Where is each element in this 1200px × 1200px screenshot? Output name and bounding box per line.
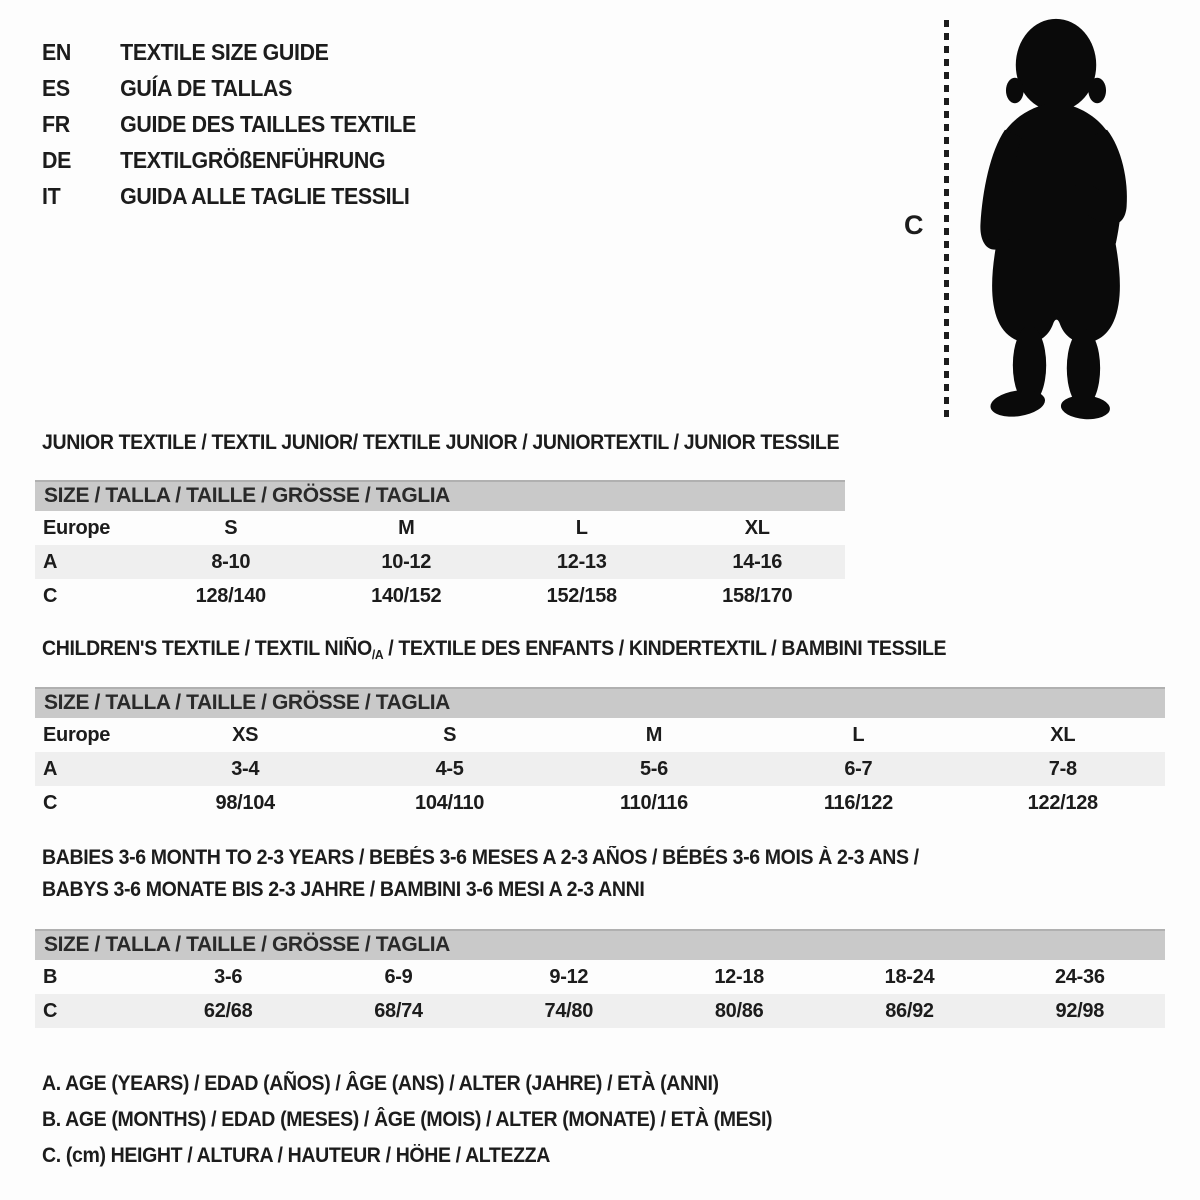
size-value-cell: 122/128 bbox=[1027, 791, 1098, 814]
size-value-cell: 9-12 bbox=[549, 965, 589, 988]
children-section-title bbox=[42, 637, 946, 662]
height-measure-label: C bbox=[904, 210, 924, 240]
size-value-cell: M bbox=[645, 723, 663, 746]
size-value-cell: 104/110 bbox=[415, 791, 485, 814]
junior-size-header-bar: SIZE / TALLA / TAILLE / GRÖSSE / TAGLIA bbox=[35, 480, 845, 511]
table-row bbox=[35, 545, 845, 579]
size-value-cell: 5-6 bbox=[639, 757, 668, 780]
children-section-title-text: CHILDREN'S TEXTILE / TEXTIL NIÑO bbox=[42, 637, 372, 660]
junior-section-title bbox=[42, 431, 839, 455]
size-value-cell: 140/152 bbox=[371, 584, 442, 607]
size-value-cell: 116/122 bbox=[823, 791, 893, 814]
size-value-cell: 24-36 bbox=[1054, 965, 1105, 988]
babies-table bbox=[35, 960, 1165, 1028]
junior-table bbox=[35, 511, 845, 613]
lang-code: DE bbox=[42, 146, 71, 173]
size-value-cell: 110/116 bbox=[619, 791, 688, 814]
size-value-cell: 62/68 bbox=[203, 999, 253, 1022]
size-value-cell: 18-24 bbox=[884, 965, 935, 988]
size-value-cell: XL bbox=[744, 516, 770, 539]
guide-title-en: TEXTILE SIZE GUIDE bbox=[120, 38, 329, 65]
size-value-cell: 152/158 bbox=[546, 584, 617, 607]
toddler-silhouette-icon bbox=[964, 14, 1148, 426]
legend-line-c: C. (cm) HEIGHT / ALTURA / HAUTEUR / HÖHE / ALTEZZA bbox=[42, 1144, 550, 1167]
size-value-cell: S bbox=[224, 516, 238, 539]
row-label: C bbox=[43, 999, 58, 1022]
children-size-header-bar: SIZE / TALLA / TAILLE / GRÖSSE / TAGLIA bbox=[35, 687, 1165, 718]
size-value-cell: L bbox=[852, 723, 865, 746]
size-value-cell: 3-4 bbox=[231, 757, 260, 780]
size-value-cell: 12-18 bbox=[714, 965, 764, 988]
children-section-title-rest: / TEXTILE DES ENFANTS / KINDERTEXTIL / BAMBINI TESSILE bbox=[383, 637, 947, 660]
lang-row-en bbox=[42, 34, 416, 70]
size-value-cell: XL bbox=[1050, 723, 1076, 746]
children-title-subscript: /A bbox=[371, 647, 384, 662]
table-row bbox=[35, 960, 1165, 994]
babies-size-header-bar: SIZE / TALLA / TAILLE / GRÖSSE / TAGLIA bbox=[35, 929, 1165, 960]
lang-row-de bbox=[42, 142, 416, 178]
table-row bbox=[35, 752, 1165, 786]
size-value-cell: 7-8 bbox=[1048, 757, 1077, 780]
size-value-cell: S bbox=[443, 723, 457, 746]
language-header bbox=[42, 34, 444, 214]
size-value-cell: 92/98 bbox=[1055, 999, 1105, 1022]
babies-section-title-text: BABIES 3-6 MONTH TO 2-3 YEARS / BEBÉS 3-6 MESES A 2-3 AÑOS / BÉBÉS 3-6 MOIS À 2-3 ANS / bbox=[42, 846, 919, 869]
size-value-cell: 98/104 bbox=[215, 791, 275, 814]
guide-title-fr: GUIDE DES TAILLES TEXTILE bbox=[120, 110, 416, 137]
legend-line-b: B. AGE (MONTHS) / EDAD (MESES) / ÂGE (MOIS) / ALTER (MONATE) / ETÀ (MESI) bbox=[42, 1108, 773, 1131]
guide-title-it: GUIDA ALLE TAGLIE TESSILI bbox=[120, 182, 410, 209]
size-value-cell: 10-12 bbox=[381, 550, 432, 573]
size-value-cell: 86/92 bbox=[885, 999, 934, 1022]
size-value-cell: 3-6 bbox=[214, 965, 243, 988]
children-size-table bbox=[35, 687, 1165, 820]
lang-row-fr bbox=[42, 106, 416, 142]
row-label: Europe bbox=[43, 723, 111, 746]
size-value-cell: 158/170 bbox=[722, 584, 793, 607]
size-value-cell: 68/74 bbox=[374, 999, 423, 1022]
row-label: A bbox=[43, 757, 58, 780]
lang-code: EN bbox=[42, 38, 71, 65]
size-value-cell: 6-9 bbox=[384, 965, 413, 988]
lang-row-es bbox=[42, 70, 416, 106]
figure-area bbox=[880, 0, 1200, 440]
size-value-cell: 6-7 bbox=[844, 757, 873, 780]
babies-section-title-line1 bbox=[42, 846, 919, 870]
size-value-cell: 12-13 bbox=[556, 550, 607, 573]
lang-code: ES bbox=[42, 74, 70, 101]
size-value-cell: 80/86 bbox=[714, 999, 764, 1022]
table-row bbox=[35, 786, 1165, 820]
junior-section-title-text: JUNIOR TEXTILE / TEXTIL JUNIOR/ TEXTILE JUNIOR / JUNIORTEXTIL / JUNIOR TESSILE bbox=[42, 431, 840, 454]
guide-title-de: TEXTILGRÖßENFÜHRUNG bbox=[120, 146, 386, 173]
legend-line-a: A. AGE (YEARS) / EDAD (AÑOS) / ÂGE (ANS) / ALTER (JAHRE) / ETÀ (ANNI) bbox=[42, 1072, 719, 1095]
size-value-cell: 8-10 bbox=[211, 550, 251, 573]
size-value-cell: 74/80 bbox=[544, 999, 594, 1022]
lang-row-it bbox=[42, 178, 416, 214]
lang-code: IT bbox=[42, 182, 61, 209]
legend bbox=[42, 1066, 827, 1174]
lang-code: FR bbox=[42, 110, 70, 137]
height-dashed-line bbox=[944, 20, 949, 418]
guide-title-es: GUÍA DE TALLAS bbox=[120, 74, 292, 101]
table-row bbox=[35, 579, 845, 613]
size-value-cell: L bbox=[575, 516, 588, 539]
size-value-cell: 4-5 bbox=[435, 757, 464, 780]
junior-size-table bbox=[35, 480, 845, 613]
table-row bbox=[35, 994, 1165, 1028]
table-row bbox=[35, 511, 845, 545]
size-value-cell: 128/140 bbox=[195, 584, 266, 607]
children-table bbox=[35, 718, 1165, 820]
row-label: B bbox=[43, 965, 58, 988]
row-label: C bbox=[43, 584, 58, 607]
row-label: C bbox=[43, 791, 58, 814]
babies-size-table bbox=[35, 929, 1165, 1028]
row-label: A bbox=[43, 550, 58, 573]
size-value-cell: XS bbox=[232, 723, 259, 746]
size-value-cell: M bbox=[398, 516, 415, 539]
babies-section-title-line2: BABYS 3-6 MONATE BIS 2-3 JAHRE / BAMBINI 3-6 MESI A 2-3 ANNI bbox=[42, 878, 645, 901]
size-value-cell: 14-16 bbox=[732, 550, 783, 573]
table-row bbox=[35, 718, 1165, 752]
row-label: Europe bbox=[43, 516, 111, 539]
